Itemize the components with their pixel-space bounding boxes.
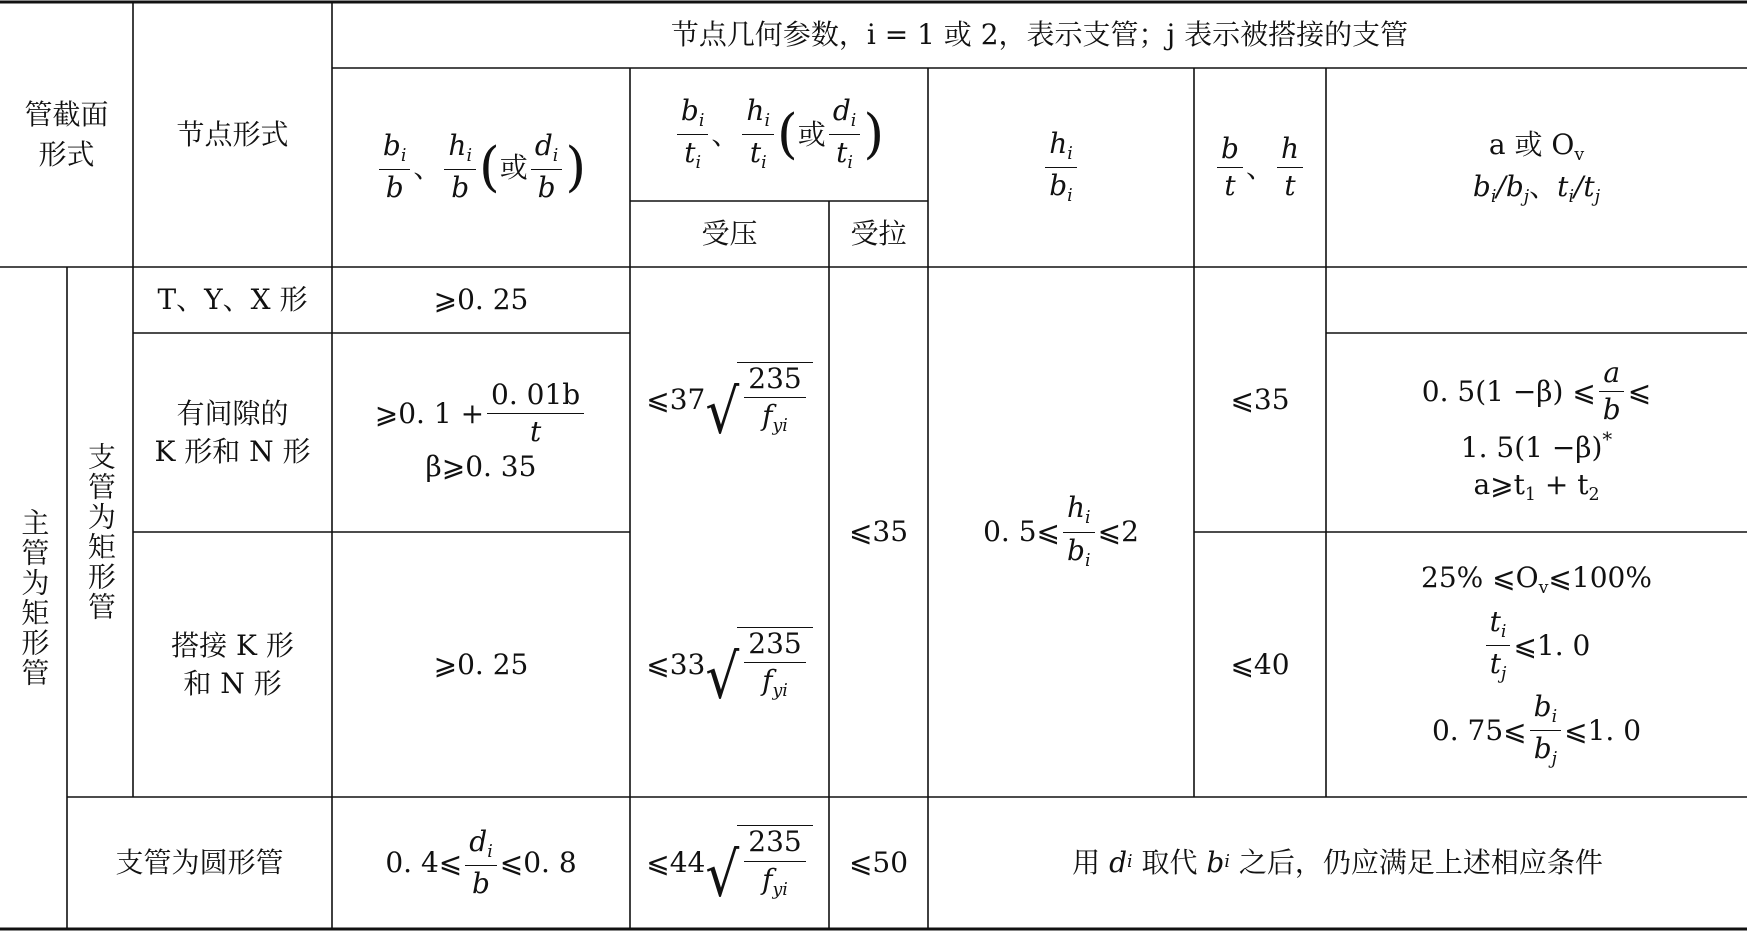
row-gap-form-line2: K 形和 N 形	[154, 434, 311, 468]
row-overlap-cond3	[1432, 691, 1641, 770]
row-overlap-form-line2: 和 N 形	[183, 666, 282, 700]
row-circle-label	[67, 797, 332, 929]
row-circle-sqrt-den-sub: yi	[772, 879, 788, 900]
or-label: 或	[499, 150, 528, 184]
frac-hi-bi: $\frac{h_i}{b_i}$	[1045, 128, 1077, 207]
frac-b-t: $\frac{b}{t}$	[1217, 133, 1243, 202]
header-section-form	[0, 2, 133, 267]
row-gap-sqrt-num: 235	[744, 363, 805, 398]
row-gap-cond3-b: + t	[1544, 468, 1589, 502]
row-overlap-cond3-suffix: ⩽1. 0	[1564, 713, 1642, 747]
shared-hb	[928, 267, 1194, 797]
row-overlap-cond2-suffix: ⩽1. 0	[1513, 628, 1591, 662]
row-overlap-cond3-prefix: 0. 75⩽	[1431, 713, 1527, 747]
header-overlap-line2: $b_i/b_j$、$t_i/t_j$	[1472, 169, 1601, 207]
sqrt-sign: √ $\frac{235}{f_{yi}}$	[705, 825, 812, 900]
row-gap-ratio-num: 0. 01b	[487, 379, 584, 414]
header-section-form-text: 管截面形式	[24, 98, 109, 171]
row-overlap-form-line1: 搭接 K 形	[171, 628, 294, 662]
frac-ti-tj: $\frac{t_i}{t_j}$	[1486, 606, 1511, 685]
header-compression	[630, 201, 829, 267]
row-gap-cond2-mark: *	[1602, 427, 1613, 451]
header-overlap-a: a 或 O	[1488, 128, 1575, 162]
row-tyx-form-text: T、Y、X 形	[157, 283, 308, 317]
row-overlap-ratio-text: ⩾0. 25	[433, 647, 529, 681]
row-gap-cond-frac	[1599, 357, 1625, 426]
row-gap-slender-prefix: ⩽37	[646, 382, 706, 416]
group-branch-rect	[67, 267, 133, 797]
row-circle-slender	[630, 797, 829, 929]
row-circle-note-c: 之后，仍应满足上述相应条件	[1238, 846, 1603, 880]
row-gap-cond-den: b	[1602, 393, 1621, 427]
frac-di-ti: $\frac{d_i}{t_i}$	[829, 95, 861, 174]
row-overlap-sqrt-den-sub: yi	[772, 681, 788, 702]
shared-hb-prefix: 0. 5⩽	[983, 515, 1060, 549]
row-gap-cond3: $a⩾t_1 + t_2$	[1473, 468, 1600, 506]
row-circle-tension	[829, 797, 928, 929]
row-gap-bt	[1194, 267, 1326, 532]
row-overlap-cond2	[1483, 606, 1591, 685]
frac-hi-bi-body: $\frac{h_i}{b_i}$	[1063, 492, 1095, 571]
row-circle-label-text: 支管为圆形管	[115, 846, 284, 880]
frac-hi-ti: $\frac{h_i}{t_i}$	[742, 95, 774, 174]
frac-bi-ti: $\frac{b_i}{t_i}$	[677, 95, 709, 174]
sqrt-sign: √ $\frac{235}{f_{yi}}$	[705, 627, 812, 702]
header-joint-form	[133, 2, 332, 267]
row-circle-note-a: 用	[1072, 846, 1101, 880]
row-gap-cond-prefix: 0. 5(1 −β) ⩽	[1421, 375, 1596, 409]
row-gap-cond1	[1422, 357, 1651, 426]
row-gap-ratio-frac	[487, 379, 584, 448]
row-gap-cond-suffix: ⩽	[1627, 375, 1652, 409]
or-label: 或	[797, 117, 826, 151]
row-gap-ratio-prefix: ⩾0. 1 +	[374, 396, 485, 430]
frac-bi-b: $\frac{b_i}{b}$	[379, 130, 411, 204]
header-slender: $\frac{b_i}{t_i}$ 、 $\frac{h_i}{t_i}$ ( 或 $\frac{d_i}{t_i}$ )	[630, 68, 928, 201]
row-tyx-form	[133, 267, 332, 333]
row-gap-ratio-den: t	[530, 415, 542, 449]
row-gap-cond3-a: a⩾t	[1473, 468, 1525, 502]
row-gap-slender	[630, 267, 829, 532]
row-circle-ratio-frac: $\frac{d_i}{b}$	[465, 826, 497, 900]
row-circle-ratio-suffix: ⩽0. 8	[499, 846, 577, 880]
row-gap-ratio	[332, 333, 630, 532]
header-tension	[829, 201, 928, 267]
row-gap-conditions	[1326, 333, 1747, 532]
header-tension-text: 受拉	[850, 217, 907, 251]
frac-h-t: $\frac{h}{t}$	[1277, 133, 1303, 202]
row-overlap-ratio	[332, 532, 630, 797]
sqrt-sign: √ $\frac{235}{f_{yi}}$	[705, 362, 812, 437]
row-overlap-bt	[1194, 532, 1326, 797]
header-ratio-bh: $\frac{b_i}{b}$ 、 $\frac{h_i}{b}$ ( 或 $\frac{d_i}{b}$ )	[332, 68, 630, 267]
row-circle-note-b: 取代	[1141, 846, 1198, 880]
row-tyx-ratio	[332, 267, 630, 333]
header-geom-params-text: 节点几何参数，i = 1 或 2，表示支管；j 表示被搭接的支管	[670, 18, 1409, 52]
row-gap-form	[133, 333, 332, 532]
row-circle-slender-prefix: ⩽44	[646, 846, 706, 880]
row-gap-cond2-text: 1. 5(1 −β)	[1460, 430, 1603, 464]
row-gap-ratio-expr	[375, 379, 587, 448]
row-overlap-slender-prefix: ⩽33	[646, 647, 706, 681]
row-overlap-cond1-tail: ⩽100%	[1548, 560, 1652, 594]
shared-tension	[829, 267, 928, 797]
group-main-rect	[0, 267, 67, 929]
row-gap-bt-text: ⩽35	[1230, 382, 1290, 416]
row-overlap-sqrt-den: f	[762, 664, 773, 698]
row-overlap-cond1: 25% $⩽O_v⩽100\%$	[1421, 560, 1652, 598]
header-compression-text: 受压	[701, 217, 758, 251]
frac-hi-b: $\frac{h_i}{b}$	[444, 130, 476, 204]
row-overlap-cond1-text: 25% ⩽O	[1421, 560, 1539, 594]
group-branch-rect-text: 支管为矩形管	[83, 442, 117, 622]
row-circle-tension-text: ⩽50	[848, 846, 909, 880]
shared-hb-suffix: ⩽2	[1097, 515, 1139, 549]
row-overlap-conditions	[1326, 532, 1747, 797]
shared-tension-text: ⩽35	[848, 515, 909, 549]
row-circle-note: 用 d i 取代 b i 之后，仍应满足上述相应条件	[928, 797, 1747, 929]
row-circle-ratio-prefix: 0. 4⩽	[385, 846, 463, 880]
row-overlap-sqrt-num: 235	[744, 628, 805, 663]
header-overlap	[1326, 68, 1747, 267]
row-gap-beta: β⩾0. 35	[425, 450, 537, 484]
row-circle-sqrt-den: f	[762, 862, 773, 896]
row-circle-ratio-den: b	[472, 866, 490, 900]
row-gap-sqrt-den-sub: yi	[772, 416, 788, 437]
header-hb	[928, 68, 1194, 267]
header-overlap-line1	[1489, 126, 1584, 167]
row-gap-sqrt-den: f	[762, 399, 773, 433]
frac-bi-bj: $\frac{b_i}{b_j}$	[1530, 691, 1562, 770]
header-bt: $\frac{b}{t}$ 、 $\frac{h}{t}$	[1194, 68, 1326, 267]
row-circle-sqrt-num: 235	[744, 826, 805, 861]
frac-di-b: $\frac{d_i}{b}$	[531, 130, 563, 204]
row-overlap-slender	[630, 532, 829, 797]
row-overlap-form	[133, 532, 332, 797]
row-gap-cond2	[1461, 427, 1612, 467]
row-circle-ratio-num: d	[469, 824, 488, 858]
row-gap-cond-num: a	[1599, 357, 1624, 392]
group-main-rect-text: 主管为矩形管	[17, 508, 51, 688]
header-overlap-a-sub: v	[1574, 145, 1585, 166]
row-tyx-ratio-text: ⩾0. 25	[433, 283, 529, 317]
row-circle-ratio	[332, 797, 630, 929]
row-gap-form-line1: 有间隙的	[176, 396, 289, 430]
header-geom-params	[332, 2, 1747, 68]
header-joint-form-text: 节点形式	[176, 117, 289, 151]
row-overlap-bt-text: ⩽40	[1230, 647, 1290, 681]
